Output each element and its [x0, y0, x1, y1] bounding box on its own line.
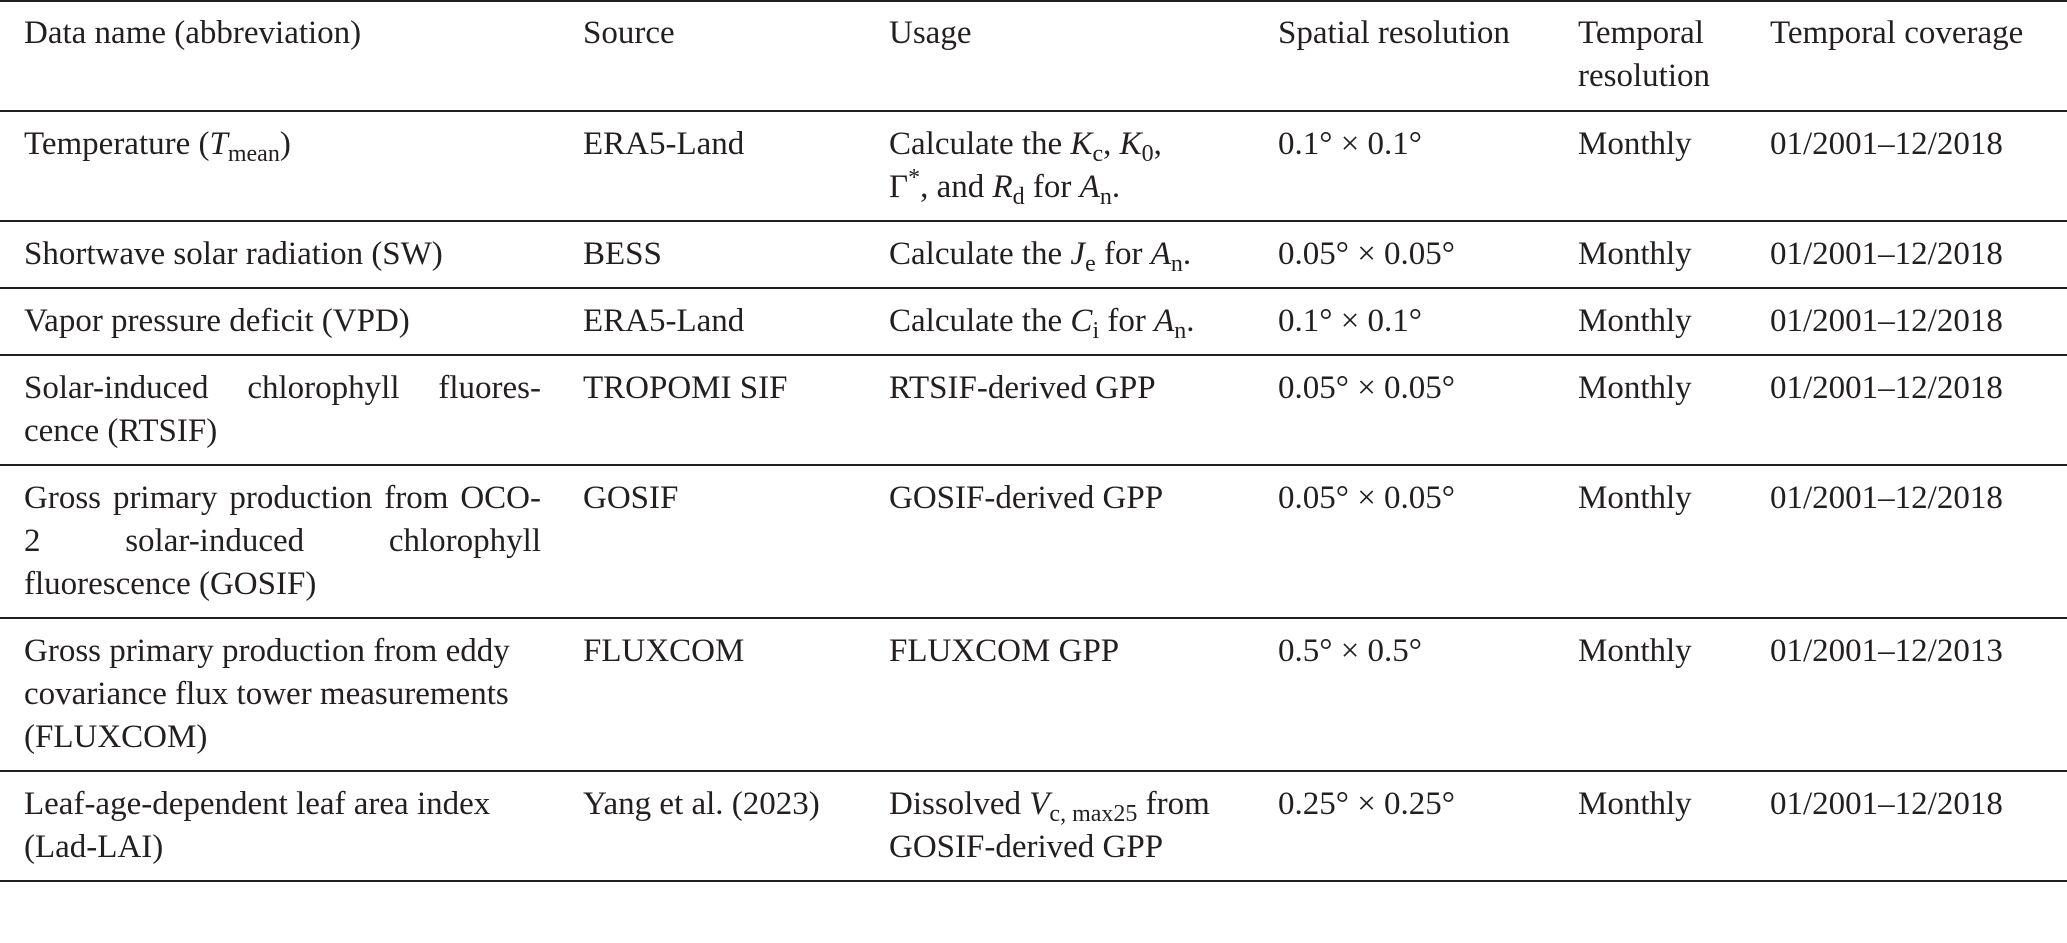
cell-spatial-resolution: 0.25° × 0.25° [1278, 786, 1456, 822]
header-spatial-resolution: Spatial resolution [1278, 15, 1510, 51]
cell-temporal-resolution: Monthly [1578, 236, 1692, 272]
cell-temporal-coverage: 01/2001–12/2018 [1770, 303, 2003, 339]
cell-spatial-resolution: 0.1° × 0.1° [1278, 303, 1423, 339]
cell-temporal-resolution: Monthly [1578, 786, 1692, 822]
cell-temporal-coverage: 01/2001–12/2018 [1770, 236, 2003, 272]
cell-source: BESS [583, 236, 662, 272]
cell-source: FLUXCOM [583, 633, 745, 669]
cell-data-name: Gross primary production from eddy covariance flux tower measurements (FLUXCOM) [24, 633, 510, 755]
cell-spatial-resolution: 0.05° × 0.05° [1278, 370, 1456, 406]
cell-temporal-resolution: Monthly [1578, 370, 1692, 406]
cell-data-name: Temperature $(T_{mean})$ [24, 126, 291, 167]
table-row [0, 111, 2067, 221]
table-row [0, 465, 2067, 618]
header-temporal-coverage: Temporal coverage [1770, 15, 2024, 51]
table-row [0, 221, 2067, 288]
cell-spatial-resolution: 0.05° × 0.05° [1278, 480, 1456, 516]
cell-usage: GOSIF-derived GPP [889, 480, 1164, 516]
cell-usage: Calculate the $C_i$ for $A_n$. [889, 303, 1195, 344]
cell-data-name: Solar-induced chlorophyll fluores- cence (RTSIF) [24, 370, 541, 449]
cell-temporal-coverage: 01/2001–12/2018 [1770, 370, 2003, 406]
cell-data-name: Shortwave solar radiation (SW) [24, 236, 443, 272]
cell-source: Yang et al. (2023) [583, 786, 820, 822]
cell-usage: FLUXCOM GPP [889, 633, 1120, 669]
cell-temporal-resolution: Monthly [1578, 633, 1692, 669]
header-usage: Usage [889, 15, 972, 51]
cell-source: ERA5-Land [583, 126, 745, 162]
table-row [0, 771, 2067, 881]
table-row [0, 618, 2067, 771]
table-body [0, 111, 2067, 881]
cell-spatial-resolution: 0.5° × 0.5° [1278, 633, 1423, 669]
cell-data-name: Vapor pressure deficit (VPD) [24, 303, 410, 339]
cell-usage: Dissolved $V_{c, max25}$ from GOSIF-derived GPP [889, 786, 1210, 865]
cell-source: TROPOMI SIF [583, 370, 788, 406]
cell-data-name: Gross primary production from OCO-2 solar-induced chlorophyll fluorescence (GOSIF) [24, 480, 541, 602]
table-row [0, 288, 2067, 355]
cell-temporal-resolution: Monthly [1578, 480, 1692, 516]
cell-spatial-resolution: 0.05° × 0.05° [1278, 236, 1456, 272]
cell-source: ERA5-Land [583, 303, 745, 339]
table-row [0, 355, 2067, 465]
header-row [0, 1, 2067, 111]
cell-temporal-resolution: Monthly [1578, 303, 1692, 339]
cell-usage: RTSIF-derived GPP [889, 370, 1156, 406]
header-source: Source [583, 15, 675, 51]
cell-temporal-resolution: Monthly [1578, 126, 1692, 162]
cell-data-name: Leaf-age-dependent leaf area index (Lad-LAI) [24, 786, 491, 865]
header-data-name: Data name (abbreviation) [24, 15, 362, 51]
cell-temporal-coverage: 01/2001–12/2018 [1770, 480, 2003, 516]
cell-usage: Calculate the $K_c$, $K_0$, Γ*, and $R_d$ for $A_n$. [889, 126, 1162, 210]
cell-temporal-coverage: 01/2001–12/2013 [1770, 633, 2003, 669]
table-header [0, 1, 2067, 111]
cell-source: GOSIF [583, 480, 679, 516]
header-temporal-resolution: Temporal resolution [1578, 15, 1710, 94]
cell-temporal-coverage: 01/2001–12/2018 [1770, 786, 2003, 822]
cell-usage: Calculate the $J_e$ for $A_n$. [889, 236, 1192, 277]
cell-temporal-coverage: 01/2001–12/2018 [1770, 126, 2003, 162]
cell-spatial-resolution: 0.1° × 0.1° [1278, 126, 1423, 162]
